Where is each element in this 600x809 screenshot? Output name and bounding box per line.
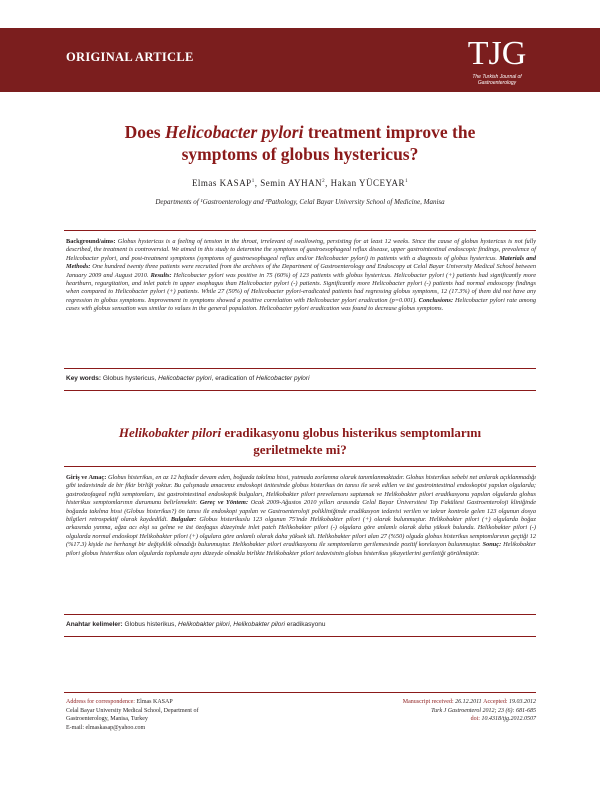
keywords-turkish: Anahtar kelimeler: Globus histerikus, Helikobakter pilori, Helikobakter pilori eradikasyonu	[66, 621, 326, 628]
divider	[64, 390, 536, 391]
turkish-title: Helikobakter pilori eradikasyonu globus histerikus semptomlarını geriletmekte mi?	[118, 425, 482, 457]
correspondence-block: Address for correspondence: Elmas KASAP Celal Bayar University Medical School, Department of Gastroenterology, Manisa, Turkey E-mail: elmaskasap@yahoo.com	[66, 699, 199, 731]
author-list: Elmas KASAP$^1$, Semin AYHAN$^2$, Hakan YÜCEYAR$^1$	[191, 178, 409, 188]
journal-logo-text: TJG	[467, 35, 527, 72]
correspondence-email[interactable]: E-mail: elmaskasap@yahoo.com	[66, 724, 146, 731]
divider	[64, 230, 536, 231]
affiliation: Departments of ¹Gastroenterology and ²Pathology, Celal Bayar University School of Medicine, Manisa	[155, 198, 445, 206]
journal-logo-subtitle: The Turkish Journal of Gastroenterology	[472, 74, 522, 86]
divider	[64, 636, 536, 637]
divider	[64, 466, 536, 467]
section-label: ORIGINAL ARTICLE	[66, 50, 194, 64]
doi-link[interactable]: 10.4318/tjg.2012.0507	[479, 716, 536, 723]
citation: Turk J Gastroenterol 2012; 23 (6): 681-685	[431, 707, 536, 714]
divider	[64, 368, 536, 369]
abstract-turkish: Giriş ve Amaç: Globus histerikus, en az 12 haftadır devam eden, boğazda takılma hissi, yutmada zorlanma olarak tanımlanmaktadır. Globus histerikus sebebi net anlarak açıklanmadığı gibi tedavisinde de bir fikir birliği yoktur. Bu çalışmada amacımız endoskopi ünitesinde globus histerikus ön tanısı ile sevk edilen ve üst gastrointestinal endoskopisi yapılan olgularda; gastroözofageal reflü semptomları, üst gastrointestinal endoskopik bulguları, Helikobakter pilori prevelansını saptamak ve Helikobakter pilori eradikasyonu yapılan olgularda globus histerikus semptomlarının durumunu belirlemektir. Gereç ve Yöntem: Ocak 2009-Ağustos 2010 yılları arasında Celal Bayar Üniversitesi Tıp Fakültesi Gastroenteroloji kliniğinde boğazda takılma hissi (Globus histerikus?) ön tanısı ile endoskopi yapılan ve Gastroenteroloji polikliniğinde eradikasyon tedavisi verilen ve tekrar kontrole gelen 123 olgunun dosya bilgileri retrospektif olarak kaydedildi. Bulgular: Globus histerikuslu 123 olgunun 75'inde Helikobakter pilori (+) olarak bulunmuştur. Helikobakter pilori (+) olgularda boğaz arkasında yanma, ağza acı ekşi su gelme ve üst özofagus düzeyinde inlet patch Helikobakter pilori (-) olgulara göre anlamlı olarak daha yüksek bulundu. Helikobakter pilori (-) olgularda normal endoskopi Helikobakter pilori (+) olgulara göre anlamlı olarak daha yüksek idi. Helikobakter pilori alan 27 (%50) olguda globus histerikus semptomlarının geçtiği 12 (%17.3) kişide ise herhangi bir değişiklik olmadığı bulunmuştur. Helikobakter pilori eradikasyonu ile semptomların gerilemesinde pozitif korelasyon bulunmuştur. Sonuç: Helikobakter pilori globus histerikus olan olgularda toplumda aynı düzeyde olmakla birlikte Helikobakter pilori tedavisinin globus histerikus şikayetlerini geriletiği görülmüştür.	[66, 474, 537, 557]
journal-logo[interactable]	[456, 34, 538, 86]
divider	[64, 614, 536, 615]
keywords-english: Key words: Globus hystericus, Helicobacter pylori, eradication of Helicobacter pylori	[66, 375, 310, 382]
footer-divider	[64, 692, 536, 693]
author-name: Semin AYHAN	[260, 178, 323, 188]
manuscript-dates: Manuscript received: 26.12.2011 Accepted: 19.03.2012 Turk J Gastroenterol 2012; 23 (6): 681-685 doi: 10.4318/tjg.2012.0507	[402, 699, 536, 723]
author-name: Hakan YÜCEYAR	[330, 178, 406, 188]
abstract-english: Background/aims: Globus hystericus is a feeling of tension in the throat, irrelevant of swallowing, persisting for at least 12 weeks. Since the cause of globus hystericus is not fully described, the treatment is controversial. We aimed in this study to determine the symptoms of gastroesophageal reflux disease, upper gastrointestinal endoscopic findings, prevalence of Helicobacter pylori, and post-treatment symptoms (symptoms of gastroesophageal reflux and/or Helicobacter pylori) in patients with a diagnosis of globus hystericus. Materials and Methods: One hundred twenty three patients were recruited from the archives of the Department of Gastroenterology and Endoscopy at Celal Bayar University Medical School between January 2009 and August 2010. Results: Helicobacter pylori was positive in 75 (60%) of 123 patients with globus hystericus. Helicobacter pylori (+) patients had significantly more heartburn, regurgitation, and inlet patch in upper esophagus than Helicobacter pylori (-) patients. Significantly more Helicobacter pylori (-) patients had normal endoscopy findings when compared to Helicobacter pylori (+) patients. While 27 (50%) of Helicobacter pylori-eradicated patients had regressing globus symptoms, 12 (17.3%) of them did not have any regression in globus symptoms. Improvement in symptoms showed a positive correlation with Helicobacter pylori eradication (p=0.001). Conclusions: Helicobacter pylori rate among cases with globus sensation was similar to values in the general population. Helicobacter pylori eradication was found to decrease globus symptoms.	[66, 238, 537, 313]
author-name: Elmas KASAP	[191, 178, 252, 188]
article-title: Does Helicobacter pylori treatment improve the symptoms of globus hystericus?	[124, 122, 476, 164]
